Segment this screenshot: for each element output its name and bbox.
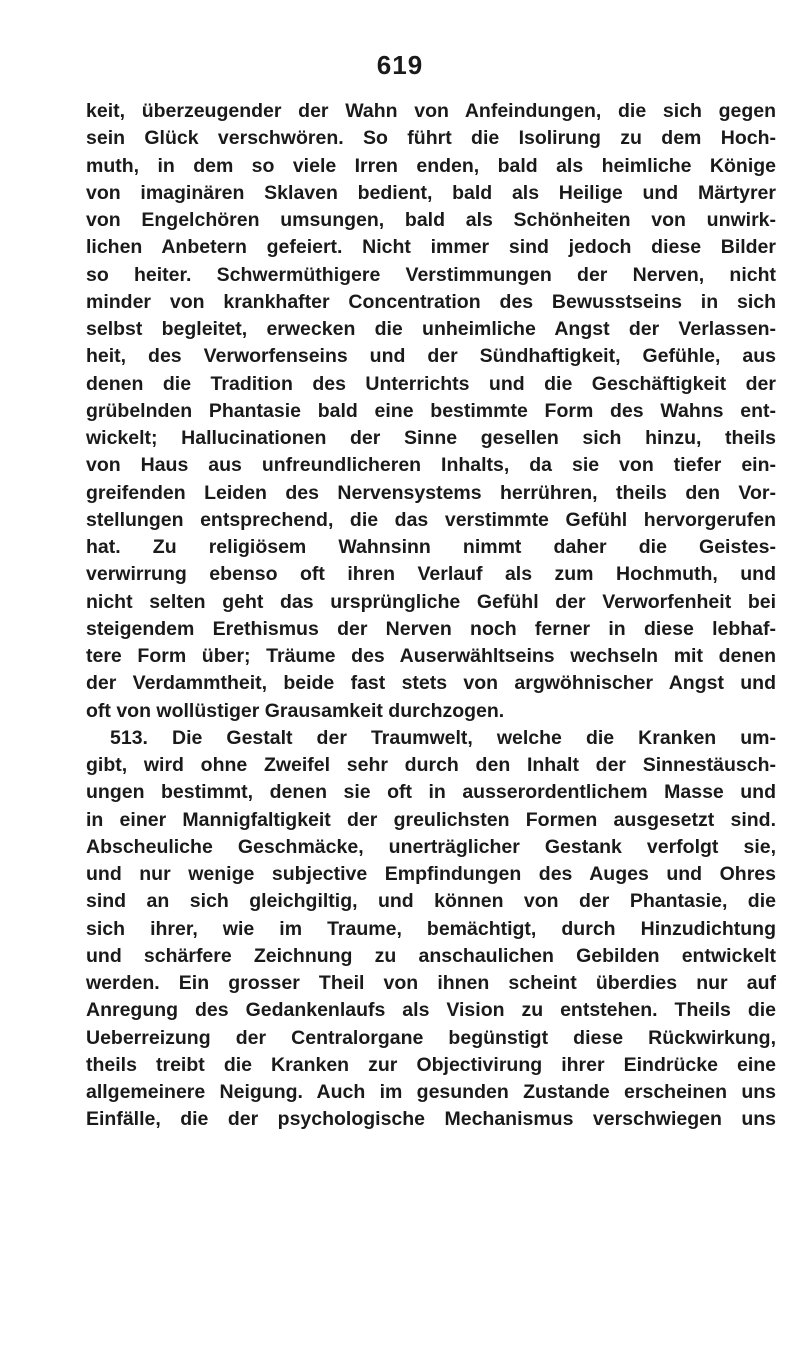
text-line: steigendem Erethismus der Nerven noch ferner in diese lebhaf-	[86, 617, 776, 640]
text-line: so heiter. Schwermüthigere Verstimmungen der Nerven, nicht	[86, 263, 776, 286]
text-line: nicht selten geht das ursprüngliche Gefühl der Verworfenheit bei	[86, 590, 776, 613]
text-line: stellungen entsprechend, die das verstimmte Gefühl hervorgerufen	[86, 508, 776, 531]
text-line: denen die Tradition des Unterrichts und die Geschäftigkeit der	[86, 372, 776, 395]
text-line: muth, in dem so viele Irren enden, bald als heimliche Könige	[86, 154, 776, 177]
text-line: oft von wollüstiger Grausamkeit durchzogen.	[86, 699, 505, 722]
text-line: von Haus aus unfreundlicheren Inhalts, da sie von tiefer ein-	[86, 454, 776, 477]
text-line: 513. Die Gestalt der Traumwelt, welche die Kranken um-	[110, 726, 776, 749]
text-line: lichen Anbetern gefeiert. Nicht immer sind jedoch diese Bilder	[86, 236, 776, 259]
text-line: Abscheuliche Geschmäcke, unerträglicher Gestank verfolgt sie,	[86, 835, 776, 858]
text-line: minder von krankhafter Concentration des Bewusstseins in sich	[86, 290, 776, 313]
text-line: und nur wenige subjective Empfindungen des Auges und Ohres	[86, 863, 776, 885]
text-line: grübelnden Phantasie bald eine bestimmte Form des Wahns ent-	[86, 399, 776, 422]
text-line: sich ihrer, wie im Traume, bemächtigt, durch Hinzudichtung	[86, 917, 776, 940]
text-line: Anregung des Gedankenlaufs als Vision zu entstehen. Theils die	[86, 999, 776, 1022]
body-text	[86, 98, 776, 1134]
text-line: greifenden Leiden des Nervensystems herrühren, theils den Vor-	[86, 481, 776, 504]
text-line: sind an sich gleichgiltig, und können von der Phantasie, die	[86, 890, 776, 913]
page-number: 619	[376, 50, 424, 80]
text-line: in einer Mannigfaltigkeit der greulichsten Formen ausgesetzt sind.	[86, 808, 776, 831]
text-line: keit, überzeugender der Wahn von Anfeindungen, die sich gegen	[86, 100, 776, 122]
text-line: verwirrung ebenso oft ihren Verlauf als zum Hochmuth, und	[86, 563, 776, 586]
text-line: hat. Zu religiösem Wahnsinn nimmt daher die Geistes-	[86, 536, 776, 558]
text-line: heit, des Verworfenseins und der Sündhaftigkeit, Gefühle, aus	[86, 345, 776, 368]
text-line: von Engelchören umsungen, bald als Schönheiten von unwirk-	[86, 209, 776, 231]
text-line: theils treibt die Kranken zur Objectivirung ihrer Eindrücke eine	[86, 1053, 776, 1076]
text-line: werden. Ein grosser Theil von ihnen scheint überdies nur auf	[86, 972, 776, 994]
text-line: Ueberreizung der Centralorgane begünstigt diese Rückwirkung,	[86, 1026, 776, 1049]
text-line: Einfälle, die der psychologische Mechanismus verschwiegen uns	[86, 1108, 776, 1131]
text-line: tere Form über; Träume des Auserwähltseins wechseln mit denen	[86, 645, 776, 667]
text-line: der Verdammtheit, beide fast stets von argwöhnischer Angst und	[86, 672, 776, 695]
text-line: gibt, wird ohne Zweifel sehr durch den Inhalt der Sinnestäusch-	[86, 754, 776, 776]
text-line: sein Glück verschwören. So führt die Isolirung zu dem Hoch-	[86, 127, 776, 150]
text-line: wickelt; Hallucinationen der Sinne gesellen sich hinzu, theils	[86, 427, 776, 449]
text-line: ungen bestimmt, denen sie oft in ausserordentlichem Masse und	[86, 781, 776, 804]
text-line: selbst begleitet, erwecken die unheimliche Angst der Verlassen-	[86, 318, 776, 340]
text-line: und schärfere Zeichnung zu anschaulichen Gebilden entwickelt	[86, 944, 776, 967]
text-line: allgemeinere Neigung. Auch im gesunden Zustande erscheinen uns	[86, 1081, 776, 1103]
text-line: von imaginären Sklaven bedient, bald als Heilige und Märtyrer	[86, 181, 776, 204]
